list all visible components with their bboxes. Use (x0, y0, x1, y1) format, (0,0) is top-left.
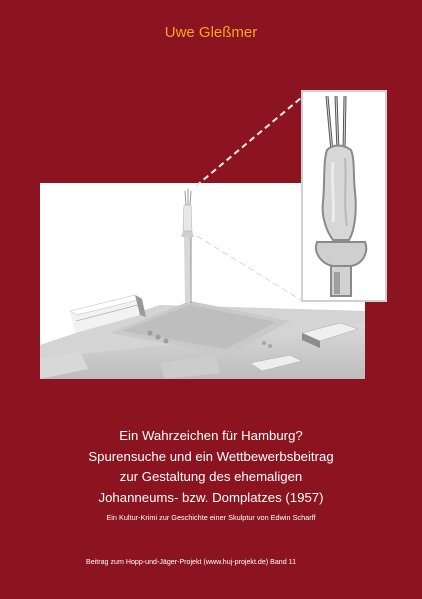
title-line: Johanneums- bzw. Domplatzes (1957) (98, 489, 324, 505)
series-footer: Beitrag zum Hopp-und-Jäger-Projekt (www.huj-projekt.de) Band 11 (86, 558, 297, 566)
book-title (0, 426, 422, 508)
title-line: Spurensuche und ein Wettbewerbsbeitrag (88, 448, 334, 464)
sculpture-detail-photo (301, 90, 387, 302)
sculpture-illustration (303, 92, 385, 300)
title-line: zur Gestaltung des ehemaligen (119, 469, 303, 484)
author-name: Uwe Gleßmer (164, 24, 258, 41)
book-subtitle: Ein Kultur-Krimi zur Geschichte einer Skulptur von Edwin Scharff (106, 513, 316, 522)
title-line: Ein Wahrzeichen für Hamburg? (119, 428, 303, 443)
